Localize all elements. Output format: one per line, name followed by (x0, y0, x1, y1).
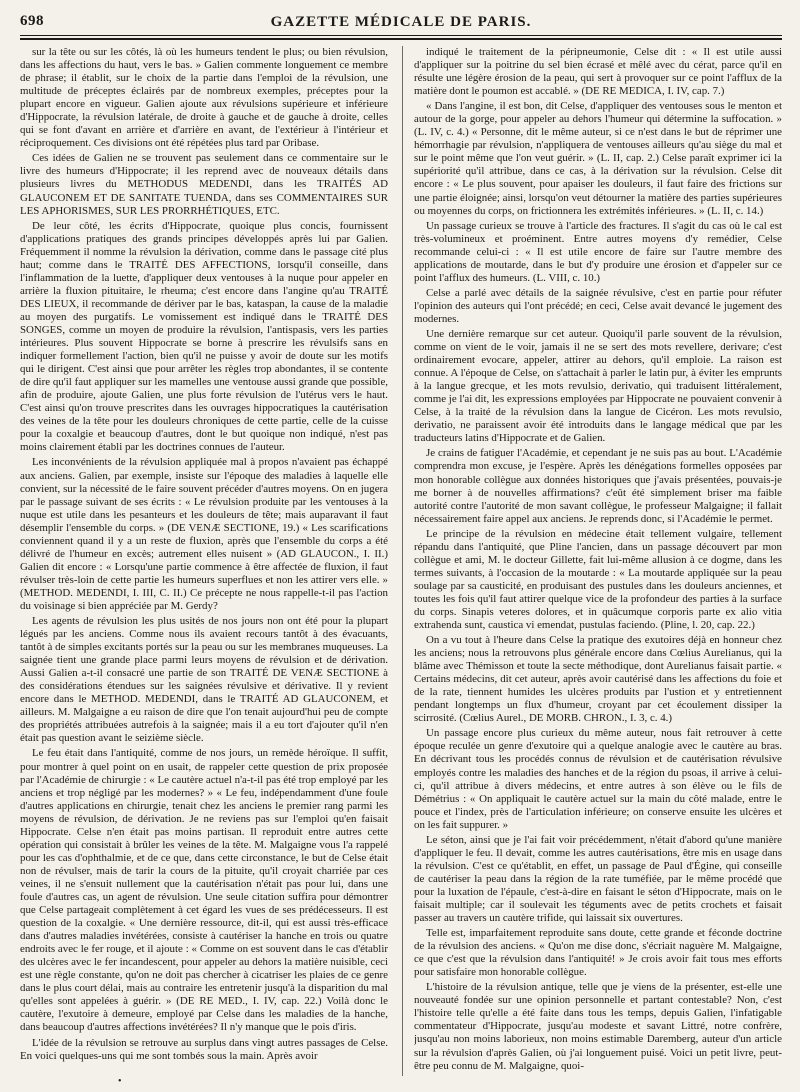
paragraph: Le principe de la révulsion en médecine était tellement vulgaire, tellement répandu dans l'antiquité, que Pline l'ancien, dans un passage découvert par mon collègue et ami, M. le docteur Gillette, fait lui-même allusion à ce dogme, dans les termes suivants, à l'occasion de la moutarde : « La moutarde appliquée sur la peau soulage par sa causticité, en produisant des pustules dans les douleurs anciennes, et toutes les fois qu'il faut attirer quelque vice de la profondeur des parties à la surface du corps. Sinapis veteres dolores, et in quâcumque corporis parte ex alio vitia extrahenda sunt, caustica vi emendat, pustulas faciendo. (Pline, l. 20, cap. 22.) (414, 527, 782, 632)
paragraph: Un passage curieux se trouve à l'article des fractures. Il s'agit du cas où le cal est très-volumineux et proéminent. Entre autres moyens d'y remédier, Celse recommande celui-ci : « Il est utile encore de faire sur l'autre membre des applications de moutarde, dans le but d'y produire une érosion et d'appeler sur ce point l'afflux des humeurs. (L. VIII, c. 10.) (414, 219, 782, 284)
paragraph: Ces idées de Galien ne se trouvent pas seulement dans ce commentaire sur le livre des humeurs d'Hippocrate; il les reprend avec de nouveaux détails dans plusieurs livres du METHODUS MEDENDI, dans les TRAITÉS AD GLAUCONEM ET DE SANITATE TUENDA, dans ses COMMENTAIRES SUR LES APHORISMES, SUR LES PRORRHÉTIQUES, ETC. (20, 152, 388, 217)
paragraph: « Dans l'angine, il est bon, dit Celse, d'appliquer des ventouses sous le menton et autour de la gorge, pour appeler au dehors l'humeur qui détermine la suffocation. » (L. IV, c. 4.) « Personne, dit le même auteur, si ce n'est dans le but de réprimer une hémorrhagie par révulsion, n'appliquera de ventouses ailleurs qu'au siège du mal et sur le point même que l'on veut guérir. » (L. II, cap. 2.) Celse paraît exprimer ici la supériorité qu'il attribue, dans ce cas, à la dérivation sur la révulsion. Celse dit encore : « Le plus souvent, pour apaiser les douleurs, il faut faire des frictions sur une partie éloignée; ainsi, lorsqu'on veut détourner la matière des parties supérieures ou moyennes du corps, on frictionnera les extrémités inférieures. » (L. II, c. 14.) (414, 100, 782, 217)
paragraph: Les agents de révulsion les plus usités de nos jours non ont été pour la plupart légués par les anciens. Comme nous ils avaient recours tantôt à des évacuants, tantôt à de simples excitants portés sur la peau ou sur les membranes muqueuses. La saignée tient une grande place parmi leurs moyens de révulsion et de dérivation. Aussi Galien a-t-il consacré une partie de son TRAITÉ DE VENÆ SECTIONE à des considérations étendues sur les saignées révulsive et dérivative. Il y revient encore dans le METHOD. MEDENDI, dans le TRAITÉ AD GLAUCONEM, et ailleurs. M. Malgaigne a eu raison de dire que l'on tenait aujourd'hui peu de compte des propriétés attribuées autrefois à la saignée; mais il a eu tort d'ajouter qu'il n'en était pas question avant le seizième siècle. (20, 615, 388, 745)
paragraph: Le séton, ainsi que je l'ai fait voir précédemment, n'était d'abord qu'une manière d'appliquer le feu. Il devait, comme les autres cautérisations, être mis en usage dans la révulsion. C'est ce qu'établit, en effet, un passage de Paul d'Égine, qui conseille de cautériser la peau dans la région de la rate tuméfiée, par le même procédé que pour la luxation de l'épaule, c'est-à-dire en faisant le séton d'Hippocrate, mais on le faisait multiple; car il soulevait les téguments avec de petits crochets et faisait passer au travers un cautère trifide, qui laissait six ouvertures. (414, 833, 782, 925)
paragraph: Les inconvénients de la révulsion appliquée mal à propos n'avaient pas échappé aux anciens. Galien, par exemple, insiste sur l'époque des maladies à laquelle elle convient, sur la nécessité de le faire souvent précéder d'autres moyens. On en jugera par le passage suivant de ses écrits : « Le révulsion produite par les ventouses à la nuque est utile dans les pesanteurs et les douleurs de tête; mais auparavant il faut désemplir l'ensemble du corps. » (DE VENÆ SECTIONE, 19.) « Les scarifications conviennent quand il y a un reste de fluxion, après que l'ensemble du corps a été délivré de l'humeur en excès; autrement elles nuisent » (AD GLAUCON., I. II.) Galien dit encore : « Lorsqu'une partie commence à être affectée de fluxion, il faut révulser très-loin de cette partie les humeurs superflues et non les attirer vers elle. » (METHOD. MEDENDI, I. III, C. II.) Ce précepte ne nous rappelle-t-il pas l'action du voisinage si bien appréciée par M. Gerdy? (20, 456, 388, 612)
article-columns (20, 46, 782, 1076)
paragraph: L'idée de la révulsion se retrouve au surplus dans vingt autres passages de Celse. En voici quelques-uns qui me sont tombés sous la main. Après avoir (20, 1036, 388, 1062)
paragraph: indiqué le traitement de la péripneumonie, Celse dit : « Il est utile aussi d'appliquer sur la poitrine du sel bien écrasé et mêlé avec du cérat, parce qu'il en résulte une légère érosion de la peau, qui sert à provoquer sur ce point l'afflux de la matière dont le poumon est accablé. » (DE RE MEDICA, I. IV, cap. 7.) (414, 46, 782, 98)
paragraph: L'histoire de la révulsion antique, telle que je viens de la présenter, est-elle une nouveauté fondée sur une opinion personnelle et partant contestable? Non, c'est l'histoire telle qu'elle a été faite dans tous les temps, depuis Galien, l'infatigable commentateur d'Hippocrate, jusqu'au modeste et savant Littré, notre confrère, jusqu'au non moins laborieux, non moins estimable Daremberg, auteur d'un article sur la révulsion d'après Galien, où j'ai longuement puisé. Voici un petit livre, peut-être peu connu de M. Malgaigne, quoi- (414, 981, 782, 1072)
paragraph: Le feu était dans l'antiquité, comme de nos jours, un remède héroïque. Il suffit, pour montrer à quel point on en usait, de rappeler cette question de prix proposée par l'Académie de chirurgie : « Le cautère actuel n'a-t-il pas été trop employé par les anciens et trop négligé par les modernes? » « Le feu, indépendamment d'une foule d'autres applications en chirurgie, tenait chez les anciens le premier rang parmi les moyens de révulsion, de dérivation. Je ne reviens pas sur l'emploi qu'en faisait Hippocrate. Celse n'en était pas moins partisan. Il reproduit entre autres cette opération qui consistait à brûler les veines de la tête. M. Malgaigne vous l'a rappelé pour les cas d'ophthalmie, et de ce que, dans cette circonstance, le but de Celse était non de révulser, mais de tarir la cours de la pituite, qu'il croyait charriée par ces veines, il ne s'ensuit nullement que la cautérisation n'était pas pour lui, dans une foule d'autres cas, un agent de révulsion. Une seule citation suffira pour démontrer que Celse partageait complètement à cet égard les vues de ses prédécesseurs. Il est question de la coxalgie. « Une dernière ressource, dit-il, qui est aussi très-efficace dans d'autres maladies invétérées, consiste à cautériser la hanche en trois ou quatre endroits avec le fer rouge, et il ajoute : « Comme on est souvent dans le cas d'établir des ulcères avec le fer incandescent, pour appeler au dehors la matière nuisible, ceci est une règle constante, qu'on ne doit pas chercher à cicatriser les plaies de ce genre dans le plus court délai, mais au contraire les entretenir jusqu'à la disparition du mal qu'elles sont appelées à guérir. » (DE RE MED., I. IV, cap. 22.) Voilà donc le cautère, l'exutoire à demeure, employé par Celse dans les maladies de la hanche, dans beaucoup d'autres affections invétérées? Il n'y manque que le pois d'iris. (20, 747, 388, 1034)
paragraph: Celse a parlé avec détails de la saignée révulsive, c'est en partie pour réfuter l'opinion des auteurs qui l'ont précédé; en ceci, Celse avait devancé le jugement des modernes. (414, 286, 782, 325)
journal-title: GAZETTE MÉDICALE DE PARIS. (270, 14, 532, 30)
paragraph: De leur côté, les écrits d'Hippocrate, quoique plus concis, fournissent d'applications pratiques des grands principes développés après lui par Galien. Fréquemment il nomme la révulsion la dérivation, comme dans le passage cité plus haut; comme dans le TRAITÉ DES AFFECTIONS, lorsqu'il conseille, dans l'inflammation de la luette, d'appliquer deux ventouses à la nuque pour appeler en arrière la fluxion pituitaire, le rheuma; c'est encore dans l'angine qu'au TRAITÉ DES LIEUX, il recommande de dériver par le bas, kataspan, la cause de la maladie au moyen des purgatifs. Le vomissement est indiqué dans le TRAITÉ DES SONGES, comme un moyen de produire la révulsion, l'antispasis, vers les parties intérieures. Plus souvent Hippocrate se borne à prescrire les révulsifs sans en indiquer formellement l'action, bien qu'il ne puisse y avoir de doute sur les motifs qui le dirigent. C'est ainsi que pour arrêter les règles trop abondantes, il se contente de dire qu'il faut appliquer sur les mamelles une ventouse aussi grande que possible, afin de produire, ajoute Galien, une plus forte révulsion de l'utérus vers le haut. C'est ainsi qu'on trouve prescrites dans les ouvrages hippocratiques la cautérisation des veines de la tête pour les douleurs chroniques de cette partie, celle de la cuisse pour la coxalgie et beaucoup d'autres, dont le but quoique non indiqué, n'est pas moins clairement établi par les doctrines connues de l'auteur. (20, 219, 388, 454)
paragraph: Un passage encore plus curieux du même auteur, nous fait retrouver à cette époque reculée un genre d'exutoire qui a quelque analogie avec le cautère au bras. En décrivant tous les procédés connus de révulsion et de cautérisation révulsive employés contre les maladies des hanches et de la région du psoas, il arrive à celui-ci, qu'il attribue à divers médecins, et entre autres à son élève ou le fils de Démétrius : « On appliquait le cautère actuel sur la main du côté malade, entre le pouce et l'index, près de l'articulation inférieure; on conserve ensuite les ulcères et on les fait suppurer. » (414, 727, 782, 831)
page-header (20, 13, 782, 35)
paragraph: On a vu tout à l'heure dans Celse la pratique des exutoires déjà en honneur chez les anciens; nous la retrouvons plus générale encore dans Cœlius Aurelianus, qui la blâme avec Thémisson et toute la secte méthodique, dont Aurelianus faisait partie. « Certains médecins, dit cet auteur, après avoir cautérisé dans les affections du foie et de la rate, tiennent humides les ulcères produits par l'ustion et y entretiennent pendant longtemps un flux d'humeur, croyant par cet écoulement dissiper la scirrosité. (Cœlius Aurel., DE MORB. CHRON., I. 3, c. 4.) (414, 634, 782, 725)
right-column (414, 46, 782, 1076)
column-divider (402, 46, 403, 1076)
paragraph: Telle est, imparfaitement reproduite sans doute, cette grande et féconde doctrine de la révulsion des anciens. « Qu'on me dise donc, s'écriait naguère M. Malgaigne, ce que c'est que la révulsion dans l'antiquité! » Je crois avoir fait tous mes efforts pour satisfaire mon honorable collègue. (414, 927, 782, 979)
paragraph: Je crains de fatiguer l'Académie, et cependant je ne suis pas au bout. L'Académie comprendra mon excuse, je l'espère. Après les dénégations formelles opposées par mon honorable collègue aux données historiques que j'avais présentées, pouvais-je me borner à de nouvelles affirmations? c'eût été simplement briser ma faible autorité contre l'autorité de mon savant collègue, le professeur Malgaigne; il fallait nécessairement faire appel aux anciens. Je reprends donc, si l'Académie le permet. (414, 447, 782, 525)
paragraph: sur la tête ou sur les côtés, là où les humeurs tendent le plus; ou bien révulsion, dans les affections du haut, vers le bas. » Galien commente longuement ce membre de phrase; il établit, sur le choix de la partie dans l'emploi de la révulsion, une multitude de préceptes éclairés par de nombreux exemples, préceptes pour la plupart encore en vigueur. Galien ajoute aux révulsions supérieure et inférieure d'Hippocrate, la révulsion latérale, de droite à gauche et de gauche à droite, celles qui se font d'avant en arrière et d'arrière en avant, de l'extérieur à l'intérieur et réciproquement. Ces divisions ont été répétées plus tard par Oribase. (20, 46, 388, 150)
footer-bullet: • (118, 1076, 122, 1087)
header-rule (20, 35, 782, 36)
header-rule-thick (20, 38, 782, 40)
paragraph: Une dernière remarque sur cet auteur. Quoiqu'il parle souvent de la révulsion, comme on vient de le voir, jamais il ne se sert des mots revellere, derivare; c'est ordinairement evocare, appeler, attirer au dehors, qu'il emploie. La raison est connue. A l'époque de Celse, on s'attachait à parler le latin pur, à éviter les emprunts à la langue grecque, et les mots revulsio, derivatio, qui traduisent littéralement, comme je l'ai dit, les expressions employées par Hippocrate ne pouvaient convenir à Celse, à la traité de la révulsion dans la langue de Cicéron. Les mots revulsio, derivatio, ne paraissent avoir été introduits dans le langage médical que par les traducteurs latins d'Hippocrate et de Galien. (414, 327, 782, 445)
left-column (20, 46, 388, 1076)
page-number: 698 (20, 13, 44, 29)
